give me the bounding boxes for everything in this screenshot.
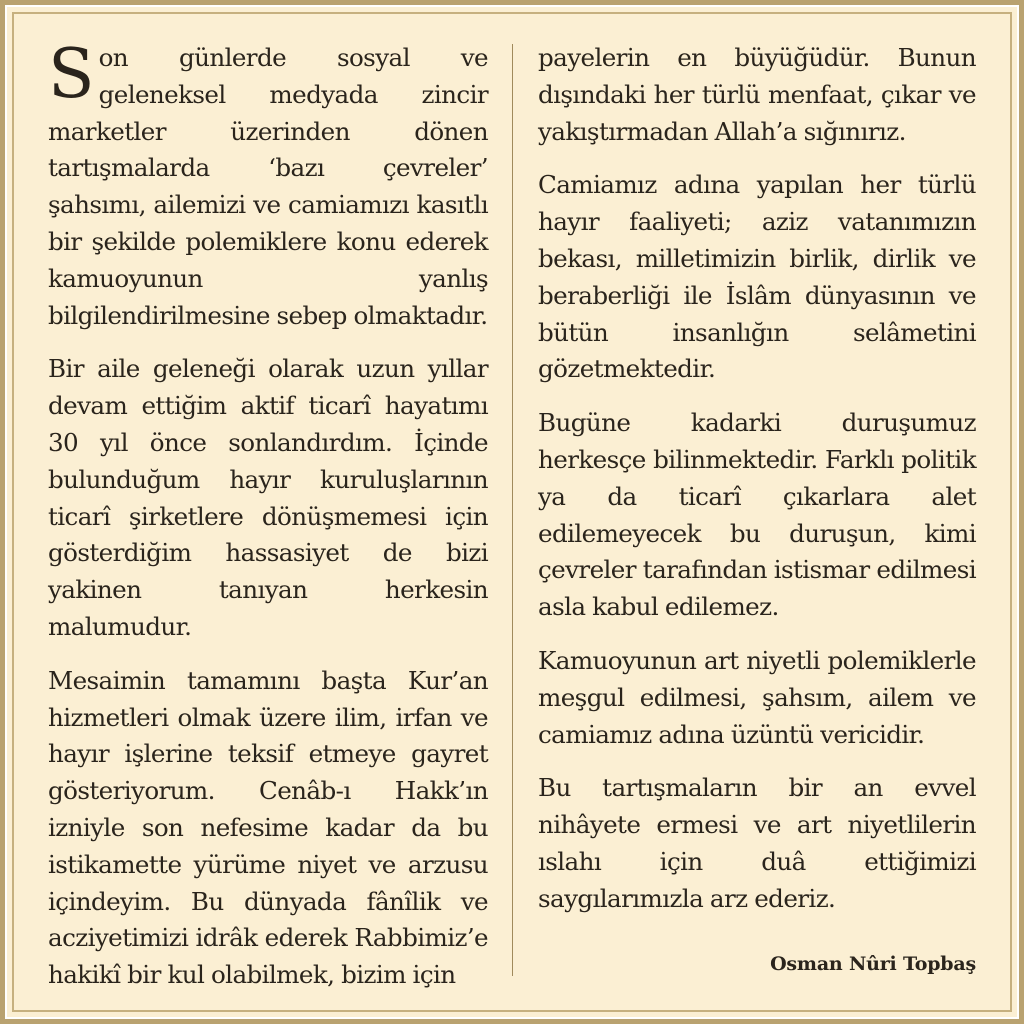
- paragraph-3: Mesaimin tamamını başta Kur’an hizmetleri olmak üzere ilim, irfan ve hayır işlerine teksif etmeye gayret gösteriyorum. Cenâb-ı Hakk’ın izniyle son nefesime kadar da bu istikamette yürüme niyet ve arzusu içindeyim. Bu dünyada fânîlik ve acziyetimizi idrâk ederek Rabbimiz’e hakikî bir kul olabilmek, bizim için: [48, 665, 488, 990]
- signature: Osman Nûri Topbaş: [770, 953, 976, 975]
- paragraph-8: Bu tartışmaların bir an evvel nihâyete ermesi ve art niyetlilerin ıslahı için duâ ettiğimizi saygılarımızla arz ederiz.: [538, 773, 976, 913]
- paragraph-5: Camiamız adına yapılan her türlü hayır faaliyeti; aziz vatanımızın bekası, milletimizin birlik, dirlik ve beraberliği ile İslâm dünyasının ve bütün insanlığın selâmetini gözetmektedir.: [538, 170, 976, 384]
- right-column: [538, 40, 976, 918]
- paragraph-1-text: on günlerde sosyal ve geleneksel medyada zincir marketler üzerinden dönen tartışmalarda ‘bazı çevreler’ şahsımı, ailemizi ve camiamızı kasıtlı bir şekilde polemiklere konu ederek kamuoyunun yanlış bilgilendirilmesine sebep olmaktadır.: [48, 43, 488, 330]
- column-divider: [512, 44, 513, 976]
- paragraph-4: payelerin en büyüğüdür. Bunun dışındaki her türlü menfaat, çıkar ve yakıştırmadan Allah’a sığınırız.: [538, 43, 976, 146]
- paragraph-7: Kamuoyunun art niyetli polemiklerle meşgul edilmesi, şahsım, ailem ve camiamız adına üzüntü vericidir.: [538, 645, 976, 749]
- left-column: [48, 35, 488, 994]
- paragraph-1: [48, 35, 488, 334]
- paragraph-6: Bugüne kadarki duruşumuz herkesçe bilinmektedir. Farklı politik ya da ticarî çıkarlara alet edilemeyecek bu duruşun, kimi çevreler tarafından istismar edilmesi asla kabul edilemez.: [538, 408, 976, 622]
- drop-cap: S: [48, 35, 95, 114]
- paragraph-2: Bir aile geleneği olarak uzun yıllar devam ettiğim aktif ticarî hayatımı 30 yıl önce sonlandırdım. İçinde bulunduğum hayır kuruluşlarının ticarî şirketlere dönüşmemesi için gösterdiğim hassasiyet de bizi yakinen tanıyan herkesin malumudur.: [48, 354, 488, 641]
